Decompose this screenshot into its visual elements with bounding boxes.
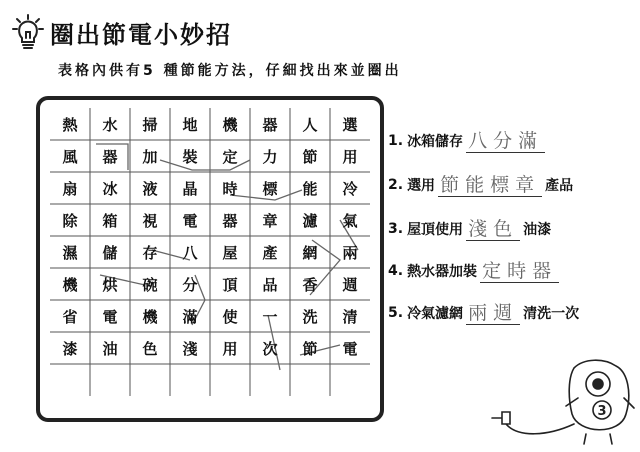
grid-cell[interactable]: 香 [302,275,318,294]
clue-number: 3. [388,221,404,237]
grid-cell[interactable]: 淺 [182,339,198,358]
grid-cell[interactable]: 漆 [62,339,78,358]
clue-text: 熱水器加裝 [407,264,478,280]
clue-number: 1. [388,133,404,149]
grid-cell[interactable]: 電 [102,307,118,326]
clue-number: 4. [388,263,404,279]
grid-cell[interactable]: 晶 [182,179,198,198]
clue-item [388,298,579,328]
grid-cell[interactable]: 分 [182,275,198,294]
grid-cell[interactable]: 次 [262,339,278,358]
grid-cell[interactable]: 風 [62,147,78,166]
grid-cell[interactable]: 兩 [342,243,358,262]
grid-cell[interactable]: 一 [262,307,278,326]
grid-cell[interactable]: 定 [222,147,238,166]
grid-cell[interactable]: 掃 [142,115,158,134]
grid-cell[interactable]: 網 [302,243,318,262]
grid-cell[interactable]: 電 [342,339,358,358]
grid-cell[interactable]: 器 [102,147,118,166]
grid-cell[interactable]: 用 [222,339,238,358]
clue-text: 產品 [545,178,574,194]
grid-cell[interactable]: 箱 [102,211,118,230]
clue-text: 油漆 [523,222,552,238]
grid-cell[interactable]: 標 [262,179,278,198]
grid-cell[interactable]: 裝 [182,147,198,166]
grid-cell[interactable]: 機 [62,275,78,294]
grid-cell[interactable]: 章 [262,211,278,230]
clue-text: 選用 [407,178,436,194]
grid-cell[interactable]: 機 [142,307,158,326]
grid-cell[interactable]: 熱 [62,115,78,134]
grid-cell[interactable]: 加 [142,147,158,166]
grid-cell[interactable]: 週 [342,275,358,294]
grid-cell[interactable]: 除 [62,211,78,230]
grid-cell[interactable]: 視 [142,211,158,230]
grid-cell[interactable]: 頂 [222,275,238,294]
grid-cell[interactable]: 電 [182,211,198,230]
grid-cell[interactable]: 人 [302,115,318,134]
clue-text: 清洗一次 [523,306,580,322]
instruction-text: 表格內供有5 種節能方法，仔細找出來並圈出 [58,63,402,79]
grid-cell[interactable]: 時 [222,179,238,198]
grid-cell[interactable]: 八 [182,243,198,262]
clue-item [388,126,548,156]
grid-cell[interactable]: 存 [142,243,158,262]
grid-cell[interactable]: 洗 [302,307,318,326]
clue-text: 冰箱儲存 [407,134,464,150]
grid-cell[interactable]: 節 [302,339,318,358]
grid-cell[interactable]: 烘 [102,275,118,294]
grid-cell[interactable]: 冷 [342,179,358,198]
grid-cell[interactable]: 濕 [62,243,78,262]
grid-cell[interactable]: 清 [342,307,358,326]
grid-cell[interactable]: 選 [342,115,358,134]
grid-cell[interactable]: 色 [142,339,158,358]
grid-cell[interactable]: 用 [342,147,358,166]
grid-cell[interactable]: 氣 [342,211,358,230]
grid-cell[interactable]: 液 [142,179,158,198]
grid-cell[interactable]: 濾 [302,211,318,230]
handwritten-answer[interactable]: 八分滿 [468,129,544,152]
handwritten-answer[interactable]: 兩週 [468,301,519,324]
clue-item [388,256,562,286]
grid-cell[interactable]: 器 [262,115,278,134]
grid-cell[interactable]: 屋 [222,243,238,262]
title-row [12,12,232,52]
grid-cell[interactable]: 產 [262,243,278,262]
handwritten-answer[interactable]: 淺色 [468,217,519,240]
mascot-badge-number: 3 [597,404,607,419]
grid-cell[interactable]: 水 [102,115,118,134]
grid-cell[interactable]: 能 [302,179,318,198]
clue-item [388,170,573,200]
page-title: 圈出節電小妙招 [50,20,232,49]
grid-cell[interactable]: 滿 [182,307,198,326]
handwritten-answer[interactable]: 定時器 [482,259,558,282]
word-search-board [36,96,384,422]
grid-cell[interactable]: 力 [262,147,278,166]
grid-cell[interactable]: 地 [182,115,198,134]
grid-cell[interactable]: 機 [222,115,238,134]
grid-cell[interactable]: 使 [222,307,238,326]
grid-cell[interactable]: 油 [102,339,118,358]
clue-number: 5. [388,305,404,321]
clue-number: 2. [388,177,404,193]
grid-cell[interactable]: 扇 [62,179,78,198]
lightbulb-icon [12,14,44,50]
clue-text: 冷氣濾網 [407,306,464,322]
clue-text: 屋頂使用 [407,222,464,238]
grid-cell[interactable]: 儲 [102,243,118,262]
grid-cell[interactable]: 器 [222,211,238,230]
grid-cell[interactable]: 品 [262,275,278,294]
grid-cell[interactable]: 節 [302,147,318,166]
clue-item [388,214,551,244]
grid-cell[interactable]: 冰 [102,179,118,198]
mascot-illustration [488,358,636,448]
handwritten-answer[interactable]: 節能標章 [440,173,541,196]
grid-cell[interactable]: 省 [62,307,78,326]
grid-cell[interactable]: 碗 [142,275,158,294]
